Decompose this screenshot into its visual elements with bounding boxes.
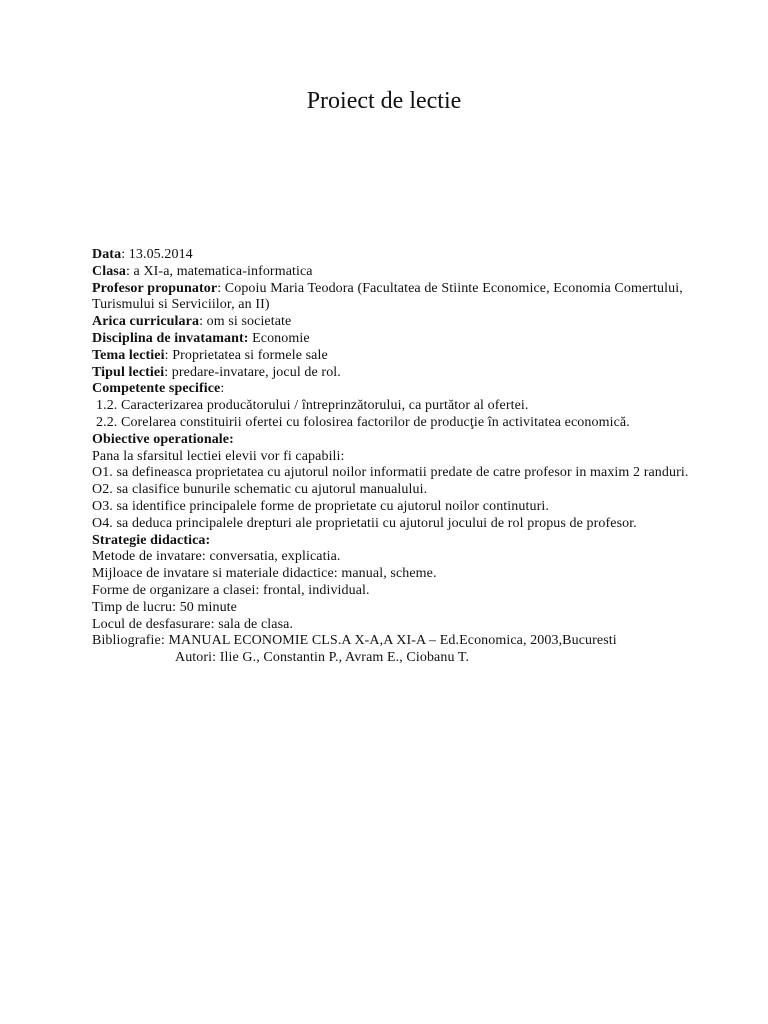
objective-item: O2. sa clasifice bunurile schematic cu ajutorul manualului. (92, 482, 428, 498)
lesson-type-label: Tipul lectiei (92, 364, 165, 380)
strategy-item: Mijloace de invatare si materiale didactice: manual, scheme. (92, 566, 437, 582)
lesson-topic-value: : Proprietatea si formele sale (164, 347, 328, 363)
teacher-line (92, 281, 692, 315)
competences-label: Competente specifice (92, 381, 221, 397)
objective-item: O3. sa identifice principalele forme de proprietate cu ajutorul noilor continuturi. (92, 498, 549, 514)
date-value: : 13.05.2014 (121, 247, 193, 262)
date-line (92, 247, 692, 264)
discipline-label: Disciplina de invatamant: (92, 330, 249, 346)
objectives-heading: Obiective operationale: (92, 431, 234, 447)
teacher-value: : Copoiu Maria Teodora (Facultatea de Stiinte Economice, Economia Comertului, Turismului si Serviciilor, an II) (92, 280, 683, 313)
strategy-item: Timp de lucru: 50 minute (92, 599, 237, 615)
lesson-type-value: : predare-invatare, jocul de rol. (164, 364, 341, 380)
class-line (92, 264, 692, 281)
lesson-topic-label: Tema lectiei (92, 347, 165, 363)
strategy-item: Metode de invatare: conversatia, explicatia. (92, 549, 341, 565)
objective-item: O4. sa deduca principalele drepturi ale proprietatii cu ajutorul jocului de rol propus de profesor. (92, 515, 637, 531)
curricular-area-line (92, 314, 692, 331)
lesson-plan-body (92, 247, 692, 667)
class-label: Clasa (92, 263, 126, 279)
curricular-area-value: : om si societate (199, 314, 292, 330)
discipline-line (92, 331, 692, 348)
teacher-label: Profesor propunator (92, 280, 218, 296)
competences-heading (92, 381, 692, 398)
date-label: Data (92, 247, 122, 262)
competences-suffix: : (220, 381, 225, 397)
competence-item: 2.2. Corelarea constituirii ofertei cu folosirea factorilor de producţie în activitatea economică. (96, 414, 630, 430)
lesson-topic-line (92, 348, 692, 365)
bibliography-authors: Autori: Ilie G., Constantin P., Avram E., Ciobanu T. (175, 650, 470, 666)
strategy-item: Forme de organizare a clasei: frontal, individual. (92, 582, 370, 598)
discipline-value: Economie (248, 330, 310, 346)
curricular-area-label: Arica curriculara (92, 314, 200, 330)
lesson-type-line (92, 365, 692, 382)
bibliography-line: Bibliografie: MANUAL ECONOMIE CLS.A X-A,A XI-A – Ed.Economica, 2003,Bucuresti (92, 633, 617, 649)
objective-item: O1. sa defineasca proprietatea cu ajutorul noilor informatii predate de catre profesor in maxim 2 randuri. (92, 465, 689, 481)
class-value: : a XI-a, matematica-informatica (125, 263, 313, 279)
strategy-item: Locul de desfasurare: sala de clasa. (92, 616, 294, 632)
strategy-heading: Strategie didactica: (92, 532, 211, 548)
competence-item: 1.2. Caracterizarea producătorului / întreprinzătorului, ca purtător al ofertei. (96, 398, 529, 414)
objectives-intro: Pana la sfarsitul lectiei elevii vor fi capabili: (92, 448, 345, 464)
document-title: Proiect de lectie (306, 88, 462, 114)
